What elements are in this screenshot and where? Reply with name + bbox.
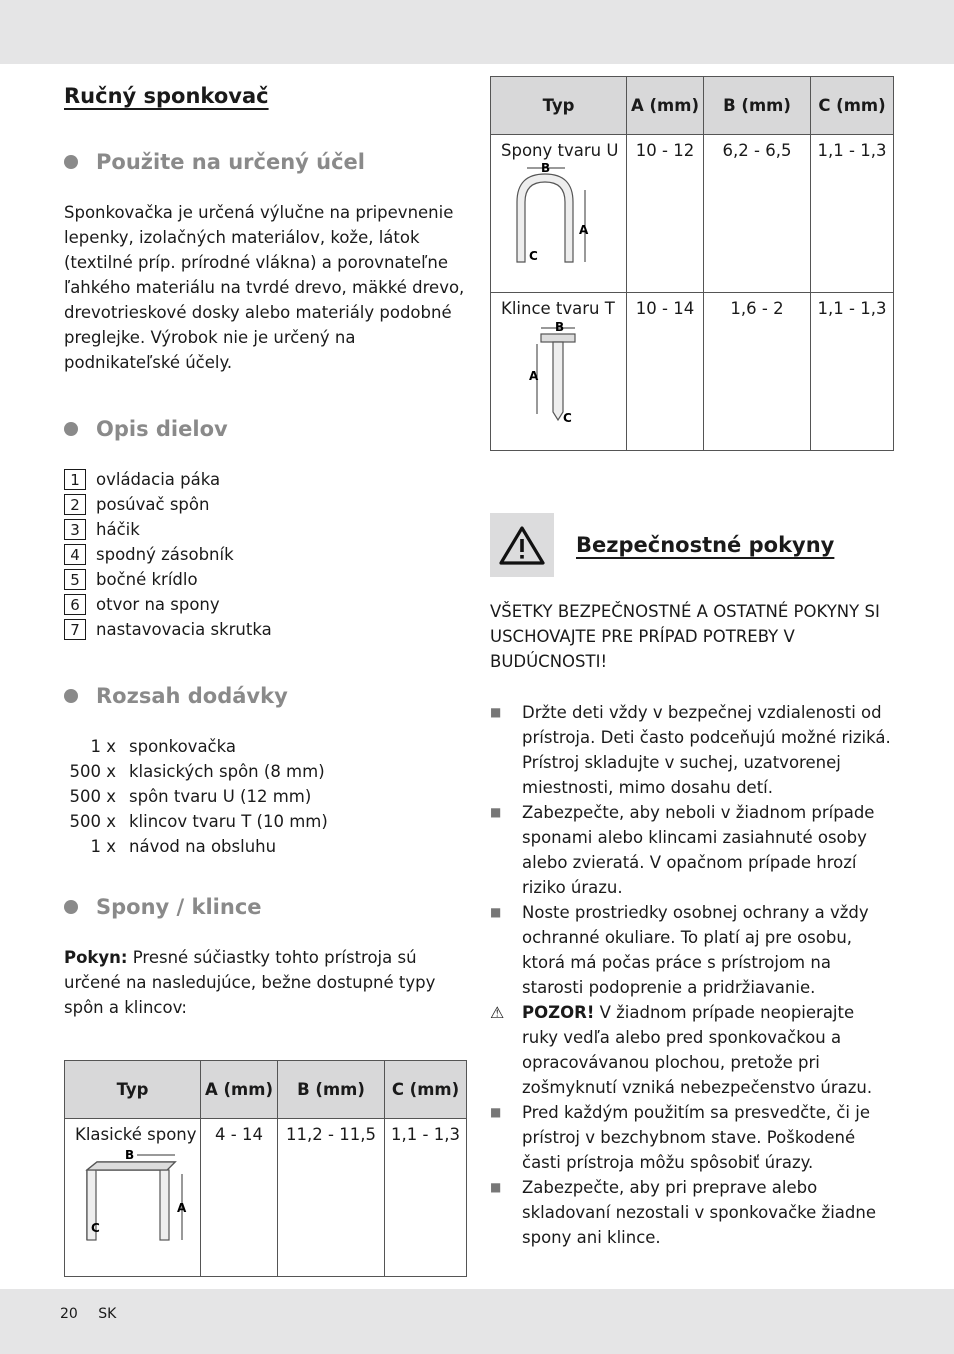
header-c: C (mm) (385, 1061, 467, 1119)
rule-text: Držte deti vždy v bezpečnej vzdialenosti od prístroja. Deti často podceňujú možné riziká. Prístroj skladujte v suchej, uzatvorenej miestnosti, mimo dosahu detí. (522, 703, 891, 797)
page-title: Ručný sponkovač (64, 84, 269, 108)
section-bullet-icon (64, 155, 78, 169)
header-bar (0, 0, 954, 64)
part-number: 1 (64, 469, 86, 490)
typ-cell (491, 135, 627, 293)
list-item (490, 900, 894, 1000)
part-number: 6 (64, 594, 86, 615)
safety-heading (490, 513, 894, 577)
part-label: bočné krídlo (96, 570, 198, 589)
part-label: nastavovacia skrutka (96, 620, 272, 639)
table-row (491, 293, 894, 451)
a-cell: 10 - 14 (627, 293, 704, 451)
table-header-row (491, 77, 894, 135)
right-column (490, 76, 894, 1250)
square-bullet-icon: ■ (490, 805, 502, 819)
left-column (64, 80, 467, 1277)
dim-b-label: B (541, 161, 551, 175)
parts-list (64, 467, 467, 642)
list-item (64, 542, 467, 567)
note-paragraph (64, 945, 467, 1020)
dim-a-label: A (177, 1201, 187, 1215)
section-bullet-icon (64, 422, 78, 436)
list-item (490, 1175, 894, 1250)
part-number: 4 (64, 544, 86, 565)
staple-table-right (490, 76, 894, 451)
b-cell: 1,6 - 2 (704, 293, 811, 451)
typ-cell (491, 293, 627, 451)
square-bullet-icon: ■ (490, 705, 502, 719)
rule-text: Zabezpečte, aby pri preprave alebo skladovaní nezostali v sponkovačke žiadne spony ani klince. (522, 1178, 876, 1247)
part-number: 5 (64, 569, 86, 590)
list-item (490, 1000, 894, 1100)
dim-a-label: A (529, 369, 539, 383)
dim-c-label: C (91, 1221, 100, 1235)
safety-title: Bezpečnostné pokyny (576, 533, 835, 557)
rule-text (522, 1000, 894, 1100)
dim-b-label: B (125, 1148, 135, 1162)
list-item (490, 1100, 894, 1175)
list-item (490, 700, 894, 800)
list-item (64, 567, 467, 592)
dim-a-label: A (579, 223, 589, 237)
part-label: ovládacia páka (96, 470, 221, 489)
header-a: A (mm) (201, 1061, 278, 1119)
a-cell: 10 - 12 (627, 135, 704, 293)
quantity: 500 x (69, 787, 116, 806)
list-item (490, 800, 894, 900)
list-item (64, 467, 467, 492)
u-staple-icon (501, 160, 601, 270)
typ-cell (65, 1119, 201, 1277)
square-bullet-icon: ■ (490, 1180, 502, 1194)
header-b: B (mm) (278, 1061, 385, 1119)
quantity: 1 x (90, 837, 116, 856)
section-delivery-heading (64, 684, 467, 708)
typ-label: Spony tvaru U (501, 141, 619, 160)
part-label: posúvač spôn (96, 495, 210, 514)
part-label: otvor na spony (96, 595, 220, 614)
item-label: spôn tvaru U (12 mm) (129, 787, 312, 806)
c-cell: 1,1 - 1,3 (811, 135, 894, 293)
footer-bar (0, 1289, 954, 1354)
header-typ: Typ (491, 77, 627, 135)
staple-table-left (64, 1060, 467, 1277)
b-cell: 6,2 - 6,5 (704, 135, 811, 293)
square-bullet-icon: ■ (490, 1105, 502, 1119)
section-title: Použite na určený účel (96, 150, 366, 174)
delivery-list (64, 734, 467, 859)
table-header-row (65, 1061, 467, 1119)
rule-text: Zabezpečte, aby neboli v žiadnom prípade sponami alebo klincami zasiahnuté osoby alebo zvieratá. V opačnom prípade hrozí riziko úrazu. (522, 803, 875, 897)
quantity: 500 x (69, 812, 116, 831)
quantity: 1 x (90, 737, 116, 756)
c-cell: 1,1 - 1,3 (811, 293, 894, 451)
b-cell: 11,2 - 11,5 (278, 1119, 385, 1277)
part-number: 2 (64, 494, 86, 515)
warning-icon (490, 513, 554, 577)
item-label: návod na obsluhu (129, 837, 277, 856)
item-label: sponkovačka (129, 737, 237, 756)
header-b: B (mm) (704, 77, 811, 135)
section-staples-heading (64, 895, 467, 919)
list-item (64, 592, 467, 617)
list-item (64, 492, 467, 517)
header-a: A (mm) (627, 77, 704, 135)
table-row (491, 135, 894, 293)
use-paragraph: Sponkovačka je určená výlučne na pripevnenie lepenky, izolačných materiálov, kože, látok (textilné príp. prírodné vlákna) a porovnateľne ľahkého materiálu na tvrdé drevo, mäkké drevo, drevotrieskové dosky alebo materiály podobné preglejke. Výrobok nie je určený na podnikateľské účely. (64, 203, 465, 372)
dim-c-label: C (529, 249, 538, 263)
safety-rules-list (490, 700, 894, 1250)
dim-c-label: C (563, 411, 572, 425)
rule-label: POZOR! (522, 1003, 595, 1022)
header-typ: Typ (65, 1061, 201, 1119)
footer (60, 1306, 132, 1322)
classic-staple-icon (75, 1144, 195, 1249)
list-item (64, 734, 467, 759)
rule-text: Noste prostriedky osobnej ochrany a vždy ochranné okuliare. To platí aj pre osobu, ktorá má počas práce s prístrojom na starosti podoprenie a pridržiavanie. (522, 903, 869, 997)
rule-text: Pred každým použitím sa presvedčte, či je prístroj v bezchybnom stave. Poškodené časti prístroja môžu spôsobiť úrazy. (522, 1103, 870, 1172)
a-cell: 4 - 14 (201, 1119, 278, 1277)
item-label: klasických spôn (8 mm) (129, 762, 325, 781)
t-nail-icon (501, 318, 601, 428)
note-text: Presné súčiastky tohto prístroja sú určené na nasledujúce, bežne dostupné typy spôn a klincov: (64, 948, 436, 1017)
list-item (64, 517, 467, 542)
section-title: Rozsah dodávky (96, 684, 288, 708)
square-bullet-icon: ■ (490, 905, 502, 919)
typ-label: Klince tvaru T (501, 299, 615, 318)
note-label: Pokyn: (64, 948, 128, 967)
section-title: Opis dielov (96, 417, 228, 441)
part-number: 3 (64, 519, 86, 540)
part-label: háčik (96, 520, 140, 539)
list-item (64, 784, 467, 809)
part-number: 7 (64, 619, 86, 640)
language-code: SK (98, 1306, 117, 1322)
quantity: 500 x (69, 762, 116, 781)
header-c: C (mm) (811, 77, 894, 135)
safety-caps-text: VŠETKY BEZPEČNOSTNÉ A OSTATNÉ POKYNY SI USCHOVAJTE PRE PRÍPAD POTREBY V BUDÚCNOSTI! (490, 602, 880, 671)
list-item (64, 617, 467, 642)
item-label: klincov tvaru T (10 mm) (129, 812, 328, 831)
table-row (65, 1119, 467, 1277)
section-bullet-icon (64, 689, 78, 703)
dim-b-label: B (555, 320, 565, 334)
list-item (64, 834, 467, 859)
c-cell: 1,1 - 1,3 (385, 1119, 467, 1277)
warning-triangle-icon: ⚠ (490, 1003, 505, 1022)
rule-body: V žiadnom prípade neopierajte ruky vedľa alebo pred sponkovačkou a opracovávanou plochou, pretože pri zošmyknutí vzniká nebezpečenstvo úrazu. (522, 1003, 873, 1097)
section-use-heading (64, 150, 467, 174)
list-item (64, 759, 467, 784)
page-number: 20 (60, 1306, 78, 1322)
section-title: Spony / klince (96, 895, 262, 919)
section-bullet-icon (64, 900, 78, 914)
list-item (64, 809, 467, 834)
part-label: spodný zásobník (96, 545, 234, 564)
typ-label: Klasické spony (75, 1125, 197, 1144)
section-parts-heading (64, 417, 467, 441)
